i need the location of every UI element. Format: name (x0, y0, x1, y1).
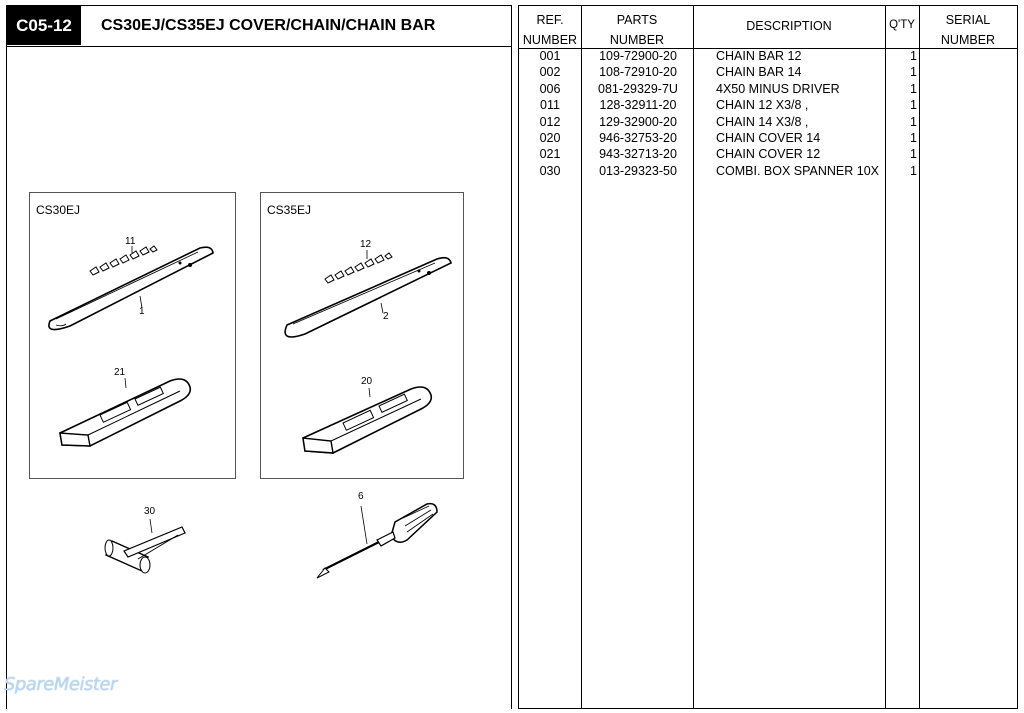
th-parts (581, 10, 693, 50)
th-ref-line2: NUMBER (522, 33, 578, 47)
part-number-cell: 946-32753-20 (599, 131, 677, 145)
ref-cell: 012 (539, 114, 561, 129)
qty-cell: 1 (910, 49, 917, 63)
callout-30: 30 (144, 506, 156, 517)
th-serial (919, 10, 1017, 50)
description-cell: CHAIN 14 X3/8 , (716, 114, 809, 129)
model-label-cs35ej: CS35EJ (267, 203, 312, 217)
ref-cell: 006 (539, 81, 561, 96)
qty-cell: 1 (910, 65, 917, 80)
callout-6: 6 (358, 491, 364, 502)
part-number-cell: 128-32911-20 (599, 98, 677, 113)
part-number-cell: 108-72910-20 (599, 65, 677, 80)
qty-cell: 1 (910, 147, 917, 162)
th-qty: Q'TY (889, 19, 915, 31)
description-cell: 4X50 MINUS DRIVER (716, 81, 840, 96)
callout-20: 20 (361, 376, 373, 387)
th-serial-line1: SERIAL (945, 13, 991, 27)
model-label-cs30ej: CS30EJ (36, 203, 81, 217)
description-cell: CHAIN COVER 12 (716, 147, 821, 162)
callout-11: 11 (125, 236, 136, 247)
qty-cell: 1 (910, 163, 917, 178)
section-code: C05-12 (7, 6, 81, 45)
th-serial-line2: NUMBER (940, 33, 996, 47)
callout-1: 1 (139, 306, 145, 317)
parts-table (518, 5, 1018, 709)
chain-bar-12-drawing (30, 193, 237, 480)
description-cell: CHAIN 12 X3/8 , (716, 98, 809, 113)
page-header (7, 5, 511, 47)
diagram-panel (6, 5, 512, 709)
qty-cell: 1 (910, 98, 917, 113)
ref-cell: 030 (539, 163, 561, 178)
table-row (519, 146, 1017, 162)
description-cell: COMBI. BOX SPANNER 10X (716, 163, 880, 178)
watermark-logo: SpareMeister (4, 674, 117, 695)
page-title: CS30EJ/CS35EJ COVER/CHAIN/CHAIN BAR (101, 17, 436, 34)
part-number-cell: 129-32900-20 (599, 114, 677, 129)
description-cell: CHAIN BAR 14 (716, 65, 802, 80)
table-row (519, 97, 1017, 113)
chain-bar-14-drawing (261, 193, 465, 480)
callout-21: 21 (114, 367, 126, 378)
table-row (519, 64, 1017, 80)
ref-cell: 002 (539, 65, 561, 80)
table-row (519, 130, 1017, 146)
ref-cell: 020 (539, 131, 561, 145)
ref-cell: 011 (540, 98, 560, 113)
part-number-cell: 109-72900-20 (599, 49, 677, 63)
ref-cell: 001 (539, 49, 561, 63)
box-spanner-drawing (102, 513, 212, 583)
table-row (519, 163, 1017, 179)
th-description: DESCRIPTION (746, 19, 832, 33)
description-cell: CHAIN COVER 14 (716, 131, 821, 145)
part-number-cell: 013-29323-50 (599, 163, 677, 178)
description-cell: CHAIN BAR 12 (716, 49, 802, 63)
callout-2: 2 (383, 311, 389, 322)
part-number-cell: 081-29329-7U (598, 81, 678, 96)
th-ref (519, 10, 581, 50)
part-number-cell: 943-32713-20 (599, 147, 677, 162)
qty-cell: 1 (910, 81, 917, 96)
table-row (519, 48, 1017, 64)
th-parts-line1: PARTS (616, 13, 658, 27)
model-box-cs30ej (29, 192, 236, 479)
minus-driver-drawing (307, 500, 447, 590)
qty-cell: 1 (910, 131, 917, 145)
model-box-cs35ej (260, 192, 464, 479)
qty-cell: 1 (910, 114, 917, 129)
callout-12: 12 (360, 239, 372, 250)
ref-cell: 021 (539, 147, 561, 162)
th-parts-line2: NUMBER (609, 33, 665, 47)
table-row (519, 81, 1017, 97)
table-row (519, 114, 1017, 130)
th-ref-line1: REF. (536, 13, 564, 27)
